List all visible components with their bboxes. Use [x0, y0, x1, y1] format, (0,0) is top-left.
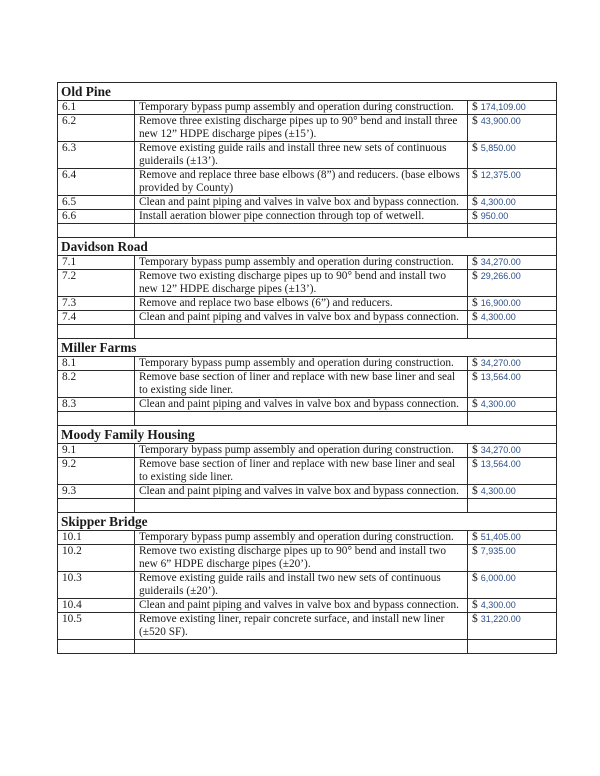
- line-item-row: [58, 196, 557, 210]
- blank-cell: [135, 412, 468, 426]
- item-cost: [468, 297, 557, 311]
- line-item-row: [58, 142, 557, 169]
- line-item-row: [58, 297, 557, 311]
- section-header-row: [58, 83, 557, 101]
- item-description: Remove existing liner, repair concrete surface, and install new liner (±520 SF).: [135, 613, 468, 640]
- item-cost: [468, 256, 557, 270]
- cost-schedule-body: [58, 83, 557, 654]
- blank-cell: [468, 640, 557, 654]
- blank-cell: [135, 640, 468, 654]
- blank-cell: [135, 224, 468, 238]
- line-item-row: [58, 371, 557, 398]
- item-description: Clean and paint piping and valves in valve box and bypass connection.: [135, 485, 468, 499]
- item-number: 9.2: [58, 458, 135, 485]
- cost-amount: 4,300.00: [480, 486, 516, 496]
- item-number: 6.5: [58, 196, 135, 210]
- currency-symbol: $: [472, 371, 478, 383]
- item-number: 8.1: [58, 357, 135, 371]
- cost-amount: 13,564.00: [480, 459, 521, 469]
- blank-cell: [468, 224, 557, 238]
- section-title: Skipper Bridge: [58, 513, 557, 531]
- cost-amount: 31,220.00: [480, 614, 521, 624]
- item-cost: [468, 101, 557, 115]
- item-number: 10.5: [58, 613, 135, 640]
- item-number: 7.2: [58, 270, 135, 297]
- currency-symbol: $: [472, 196, 478, 208]
- line-item-row: [58, 115, 557, 142]
- item-description: Remove existing guide rails and install three new sets of continuous guiderails (±13’).: [135, 142, 468, 169]
- cost-amount: 950.00: [480, 211, 509, 221]
- line-item-row: [58, 210, 557, 224]
- item-description: Clean and paint piping and valves in valve box and bypass connection.: [135, 311, 468, 325]
- cost-amount: 4,300.00: [480, 197, 516, 207]
- cost-amount: 4,300.00: [480, 600, 516, 610]
- item-description: Clean and paint piping and valves in valve box and bypass connection.: [135, 599, 468, 613]
- item-cost: [468, 196, 557, 210]
- cost-amount: 4,300.00: [480, 312, 516, 322]
- currency-symbol: $: [472, 256, 478, 268]
- blank-spacer-row: [58, 499, 557, 513]
- item-number: 8.2: [58, 371, 135, 398]
- item-cost: [468, 142, 557, 169]
- item-description: Clean and paint piping and valves in valve box and bypass connection.: [135, 196, 468, 210]
- currency-symbol: $: [472, 613, 478, 625]
- cost-amount: 34,270.00: [480, 358, 521, 368]
- item-number: 6.6: [58, 210, 135, 224]
- item-number: 7.4: [58, 311, 135, 325]
- item-cost: [468, 545, 557, 572]
- line-item-row: [58, 531, 557, 545]
- item-description: Remove three existing discharge pipes up to 90° bend and install three new 12” HDPE discharge pipes (±15’).: [135, 115, 468, 142]
- item-cost: [468, 357, 557, 371]
- currency-symbol: $: [472, 311, 478, 323]
- blank-cell: [135, 499, 468, 513]
- cost-schedule-page: [57, 82, 556, 654]
- item-cost: [468, 572, 557, 599]
- item-number: 9.3: [58, 485, 135, 499]
- blank-cell: [58, 325, 135, 339]
- currency-symbol: $: [472, 169, 478, 181]
- item-description: Remove base section of liner and replace with new base liner and seal to existing side liner.: [135, 371, 468, 398]
- currency-symbol: $: [472, 142, 478, 154]
- currency-symbol: $: [472, 115, 478, 127]
- line-item-row: [58, 458, 557, 485]
- item-description: Remove base section of liner and replace with new base liner and seal to existing side liner.: [135, 458, 468, 485]
- item-cost: [468, 599, 557, 613]
- cost-amount: 34,270.00: [480, 257, 521, 267]
- cost-schedule-table: [57, 82, 557, 654]
- blank-cell: [58, 499, 135, 513]
- item-number: 10.1: [58, 531, 135, 545]
- line-item-row: [58, 270, 557, 297]
- line-item-row: [58, 485, 557, 499]
- item-cost: [468, 371, 557, 398]
- line-item-row: [58, 545, 557, 572]
- cost-amount: 29,266.00: [480, 271, 521, 281]
- item-cost: [468, 613, 557, 640]
- line-item-row: [58, 357, 557, 371]
- item-cost: [468, 458, 557, 485]
- cost-amount: 51,405.00: [480, 532, 521, 542]
- section-header-row: [58, 238, 557, 256]
- blank-spacer-row: [58, 640, 557, 654]
- item-description: Temporary bypass pump assembly and operation during construction.: [135, 101, 468, 115]
- cost-amount: 12,375.00: [480, 170, 521, 180]
- item-description: Temporary bypass pump assembly and operation during construction.: [135, 357, 468, 371]
- item-description: Remove and replace two base elbows (6”) and reducers.: [135, 297, 468, 311]
- currency-symbol: $: [472, 458, 478, 470]
- item-number: 10.2: [58, 545, 135, 572]
- line-item-row: [58, 256, 557, 270]
- item-number: 10.4: [58, 599, 135, 613]
- blank-cell: [135, 325, 468, 339]
- line-item-row: [58, 169, 557, 196]
- section-title: Miller Farms: [58, 339, 557, 357]
- item-description: Temporary bypass pump assembly and operation during construction.: [135, 531, 468, 545]
- currency-symbol: $: [472, 270, 478, 282]
- item-cost: [468, 531, 557, 545]
- section-title: Old Pine: [58, 83, 557, 101]
- item-number: 6.2: [58, 115, 135, 142]
- cost-amount: 174,109.00: [480, 102, 526, 112]
- line-item-row: [58, 398, 557, 412]
- currency-symbol: $: [472, 101, 478, 113]
- cost-amount: 6,000.00: [480, 573, 516, 583]
- blank-cell: [468, 325, 557, 339]
- currency-symbol: $: [472, 444, 478, 456]
- cost-amount: 13,564.00: [480, 372, 521, 382]
- item-description: Remove two existing discharge pipes up to 90° bend and install two new 12” HDPE discharge pipes (±13’).: [135, 270, 468, 297]
- item-cost: [468, 270, 557, 297]
- currency-symbol: $: [472, 357, 478, 369]
- cost-amount: 4,300.00: [480, 399, 516, 409]
- item-description: Remove two existing discharge pipes up to 90° bend and install two new 6” HDPE discharge pipes (±20’).: [135, 545, 468, 572]
- item-description: Clean and paint piping and valves in valve box and bypass connection.: [135, 398, 468, 412]
- section-title: Moody Family Housing: [58, 426, 557, 444]
- item-description: Remove and replace three base elbows (8”) and reducers. (base elbows provided by County): [135, 169, 468, 196]
- item-cost: [468, 115, 557, 142]
- item-description: Install aeration blower pipe connection through top of wetwell.: [135, 210, 468, 224]
- currency-symbol: $: [472, 545, 478, 557]
- item-number: 6.3: [58, 142, 135, 169]
- currency-symbol: $: [472, 599, 478, 611]
- currency-symbol: $: [472, 485, 478, 497]
- section-header-row: [58, 513, 557, 531]
- section-title: Davidson Road: [58, 238, 557, 256]
- line-item-row: [58, 599, 557, 613]
- item-cost: [468, 485, 557, 499]
- item-cost: [468, 444, 557, 458]
- cost-amount: 43,900.00: [480, 116, 521, 126]
- item-cost: [468, 169, 557, 196]
- item-cost: [468, 311, 557, 325]
- blank-cell: [58, 224, 135, 238]
- item-description: Temporary bypass pump assembly and operation during construction.: [135, 256, 468, 270]
- item-cost: [468, 210, 557, 224]
- currency-symbol: $: [472, 398, 478, 410]
- cost-amount: 7,935.00: [480, 546, 516, 556]
- line-item-row: [58, 613, 557, 640]
- item-number: 10.3: [58, 572, 135, 599]
- item-description: Temporary bypass pump assembly and operation during construction.: [135, 444, 468, 458]
- blank-cell: [468, 412, 557, 426]
- blank-cell: [58, 412, 135, 426]
- blank-cell: [468, 499, 557, 513]
- item-number: 6.4: [58, 169, 135, 196]
- item-cost: [468, 398, 557, 412]
- currency-symbol: $: [472, 210, 478, 222]
- section-header-row: [58, 426, 557, 444]
- cost-amount: 34,270.00: [480, 445, 521, 455]
- item-number: 9.1: [58, 444, 135, 458]
- item-description: Remove existing guide rails and install two new sets of continuous guiderails (±20’).: [135, 572, 468, 599]
- item-number: 6.1: [58, 101, 135, 115]
- currency-symbol: $: [472, 572, 478, 584]
- item-number: 8.3: [58, 398, 135, 412]
- line-item-row: [58, 444, 557, 458]
- blank-spacer-row: [58, 412, 557, 426]
- item-number: 7.1: [58, 256, 135, 270]
- cost-amount: 16,900.00: [480, 298, 521, 308]
- blank-spacer-row: [58, 224, 557, 238]
- item-number: 7.3: [58, 297, 135, 311]
- cost-amount: 5,850.00: [480, 143, 516, 153]
- line-item-row: [58, 572, 557, 599]
- line-item-row: [58, 101, 557, 115]
- line-item-row: [58, 311, 557, 325]
- section-header-row: [58, 339, 557, 357]
- blank-cell: [58, 640, 135, 654]
- currency-symbol: $: [472, 297, 478, 309]
- currency-symbol: $: [472, 531, 478, 543]
- blank-spacer-row: [58, 325, 557, 339]
